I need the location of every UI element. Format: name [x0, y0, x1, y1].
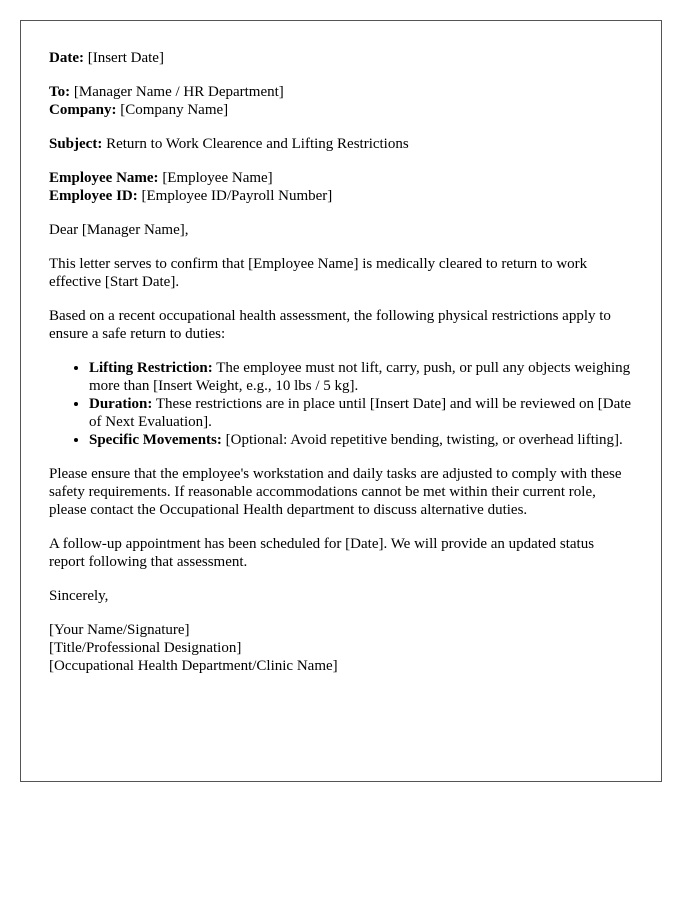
date-label: Date: — [49, 50, 84, 66]
restriction-text: These restrictions are in place until [Insert Date] and will be reviewed on [Date of Next Evaluation]. — [89, 396, 632, 430]
signature-block — [49, 621, 633, 675]
signature-title: [Title/Professional Designation] — [49, 640, 242, 656]
paragraph-accommodations: Please ensure that the employee's workstation and daily tasks are adjusted to comply with these safety requirements. If reasonable accommodations cannot be met within their current role, please contact the Occupational Health department to discuss alternative duties. — [49, 466, 622, 518]
closing: Sincerely, — [49, 588, 109, 604]
paragraph-clearance: This letter serves to confirm that [Employee Name] is medically cleared to return to work effective [Start Date]. — [49, 256, 588, 290]
to-label: To: — [49, 84, 71, 100]
restriction-label: Specific Movements: — [89, 432, 222, 448]
employee-id-value: [Employee ID/Payroll Number] — [137, 188, 333, 204]
signature-name: [Your Name/Signature] — [49, 622, 190, 638]
salutation: Dear [Manager Name], — [49, 222, 189, 238]
employee-block — [49, 169, 633, 205]
employee-name-label: Employee Name: — [49, 170, 159, 186]
restrictions-list — [49, 359, 633, 449]
company-value: [Company Name] — [116, 102, 229, 118]
letter-document — [20, 20, 662, 782]
date-line — [49, 49, 633, 67]
list-item — [89, 395, 633, 431]
employee-name-value: [Employee Name] — [158, 170, 273, 186]
signature-department: [Occupational Health Department/Clinic Name] — [49, 658, 338, 674]
list-item — [89, 359, 633, 395]
recipient-block — [49, 83, 633, 119]
paragraph-follow-up: A follow-up appointment has been scheduled for [Date]. We will provide an updated status report following that assessment. — [49, 536, 595, 570]
subject-value: Return to Work Clearence and Lifting Restrictions — [102, 136, 409, 152]
employee-id-label: Employee ID: — [49, 188, 138, 204]
subject-label: Subject: — [49, 136, 103, 152]
list-item — [89, 431, 633, 449]
restriction-text: [Optional: Avoid repetitive bending, twisting, or overhead lifting]. — [221, 432, 623, 448]
company-label: Company: — [49, 102, 117, 118]
restriction-label: Duration: — [89, 396, 153, 412]
paragraph-assessment: Based on a recent occupational health assessment, the following physical restrictions apply to ensure a safe return to duties: — [49, 308, 611, 342]
restriction-label: Lifting Restriction: — [89, 360, 213, 376]
date-value: [Insert Date] — [83, 50, 164, 66]
restriction-text: The employee must not lift, carry, push, or pull any objects weighing more than [Insert Weight, e.g., 10 lbs / 5 kg]. — [89, 360, 631, 394]
to-value: [Manager Name / HR Department] — [70, 84, 284, 100]
subject-line — [49, 135, 633, 153]
